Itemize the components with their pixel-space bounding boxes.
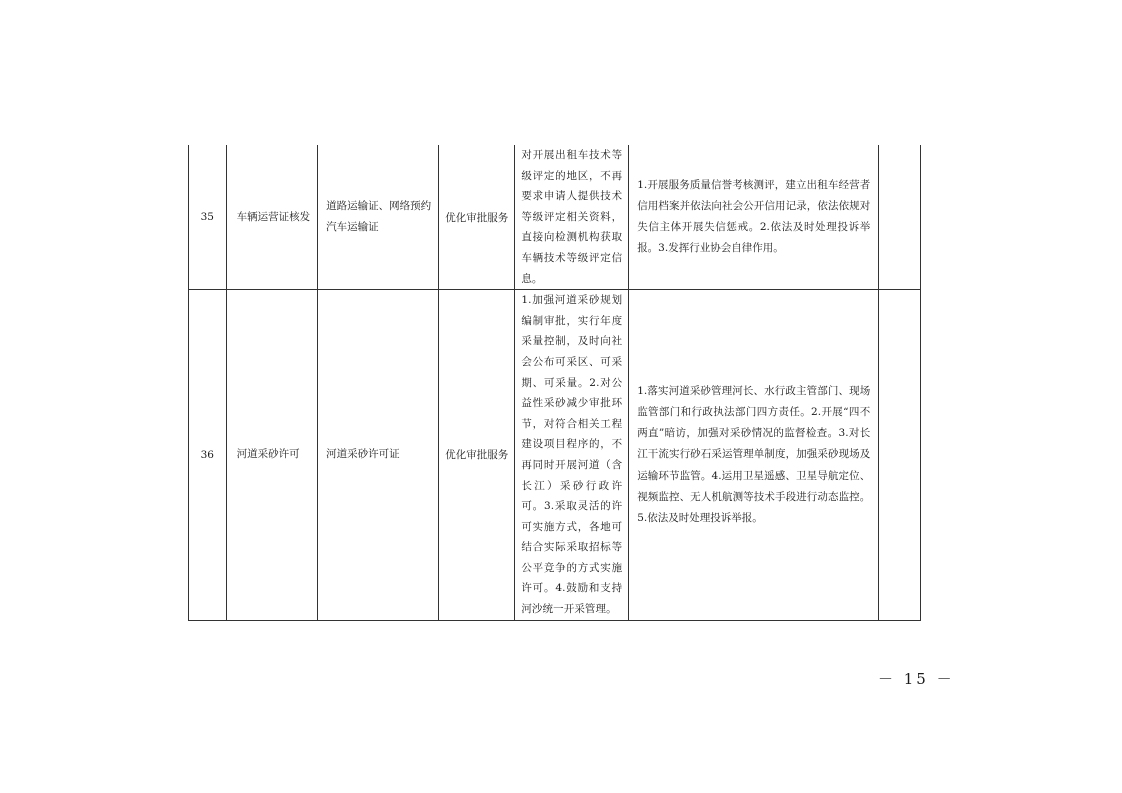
supervision-measures: 1.开展服务质量信誉考核测评，建立出租车经营者信用档案并依法向社会公开信用记录，依法依规对失信主体开展失信惩戒。2.依法及时处理投诉举报。3.发挥行业协会自律作用。 xyxy=(629,145,879,290)
table-row xyxy=(189,145,921,290)
remark-cell xyxy=(879,290,921,621)
item-name: 车辆运营证核发 xyxy=(226,145,318,290)
reform-measures: 1.加强河道采砂规划编制审批，实行年度采量控制，及时向社会公布可采区、可采期、可采量。2.对公益性采砂减少审批环节，对符合相关工程建设项目程序的，不再同时开展河道（含长江）采砂行政许可。3.采取灵活的许可实施方式，各地可结合实际采取招标等公平竞争的方式实施许可。4.鼓励和支持河沙统一开采管理。 xyxy=(515,290,629,621)
row-number: 36 xyxy=(189,290,227,621)
supervision-measures: 1.落实河道采砂管理河长、水行政主管部门、现场监管部门和行政执法部门四方责任。2.开展“四不两直”暗访，加强对采砂情况的监督检查。3.对长江干流实行砂石采运管理单制度，加强采砂现场及运输环节监管。4.运用卫星遥感、卫星导航定位、视频监控、无人机航测等技术手段进行动态监控。5.依法及时处理投诉举报。 xyxy=(629,290,879,621)
table-row xyxy=(189,290,921,621)
row-number: 35 xyxy=(189,145,227,290)
page-number: － 15 － xyxy=(878,670,955,688)
certificate-name: 道路运输证、网络预约汽车运输证 xyxy=(318,145,439,290)
reform-items-table xyxy=(188,145,921,621)
reform-measures: 对开展出租车技术等级评定的地区，不再要求申请人提供技术等级评定相关资料，直接向检测机构获取车辆技术等级评定信息。 xyxy=(515,145,629,290)
reform-mode: 优化审批服务 xyxy=(439,145,515,290)
item-name: 河道采砂许可 xyxy=(226,290,318,621)
reform-mode: 优化审批服务 xyxy=(439,290,515,621)
remark-cell xyxy=(879,145,921,290)
certificate-name: 河道采砂许可证 xyxy=(318,290,439,621)
